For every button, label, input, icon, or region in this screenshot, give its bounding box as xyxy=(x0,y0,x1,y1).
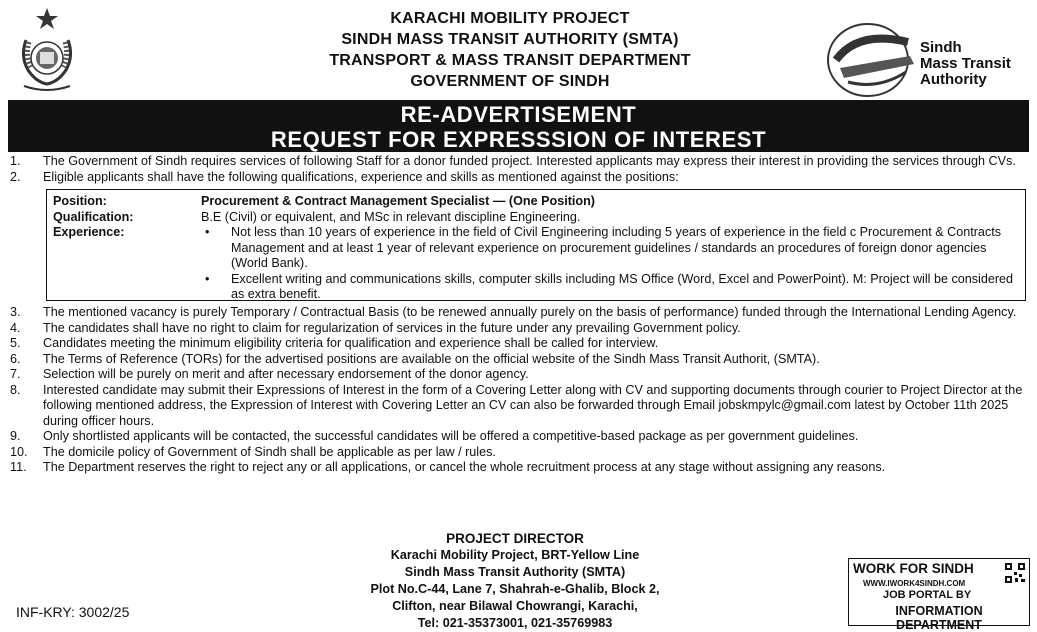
list-item xyxy=(10,321,1030,337)
project-director-title: PROJECT DIRECTOR xyxy=(446,531,584,546)
bullet-icon: • xyxy=(205,271,210,286)
item-number: 5. xyxy=(10,336,21,350)
qr-code-icon xyxy=(1004,562,1026,584)
phone-line: Tel: 021-35373001, 021-35769983 xyxy=(417,616,613,630)
header-titles xyxy=(270,8,750,92)
list-item xyxy=(10,445,1030,461)
list-item xyxy=(10,367,1030,383)
experience-label: Experience: xyxy=(53,225,125,239)
bullet-icon: • xyxy=(205,225,210,239)
logo-text-line: Sindh xyxy=(920,39,962,56)
item-number: 3. xyxy=(10,305,21,319)
address-line: Sindh Mass Transit Authority (SMTA) xyxy=(404,565,626,579)
banner-line: REQUEST FOR EXPRESSSION OF INTEREST xyxy=(270,127,767,152)
sindh-government-seal-icon xyxy=(16,6,78,92)
item-text: Candidates meeting the minimum eligibility criteria for qualification and experience shall be called for interview. xyxy=(43,336,659,350)
position-title: Procurement & Contract Management Specialist — (One Position) xyxy=(201,194,595,208)
qualification-label: Qualification: xyxy=(53,209,134,224)
header-line: GOVERNMENT OF SINDH xyxy=(410,73,610,90)
item-text: The mentioned vacancy is purely Temporary / Contractual Basis (to be renewed annually purely on the basis of performance) funded through the International Lending Agency. xyxy=(43,305,1017,319)
job-portal-label: JOB PORTAL BY xyxy=(883,589,972,601)
list-item xyxy=(10,383,1030,430)
item-number: 1. xyxy=(10,154,21,168)
list-item xyxy=(10,170,1030,186)
list-item xyxy=(10,352,1030,368)
item-number: 11. xyxy=(10,460,27,474)
address-line: Karachi Mobility Project, BRT-Yellow Line xyxy=(390,548,640,562)
item-number: 6. xyxy=(10,351,21,366)
item-text: The candidates shall have no right to claim for regularization of services in the future under any prevailing Government policy. xyxy=(43,320,741,335)
item-text: The Department reserves the right to reject any or all applications, or cancel the whole recruitment process at any stage without assigning any reasons. xyxy=(43,460,886,474)
information-department-label: INFORMATION DEPARTMENT xyxy=(895,604,983,632)
item-number: 7. xyxy=(10,367,21,381)
item-text: The Government of Sindh requires services of following Staff for a donor funded project. Interested applicants may express their interest in providing the services through CVs. xyxy=(43,154,1016,168)
address-line: Clifton, near Bilawal Chowrangi, Karachi, xyxy=(392,599,638,613)
position-content xyxy=(201,194,1019,303)
reference-number: INF-KRY: 3002/25 xyxy=(16,604,130,620)
banner-line: RE-ADVERTISEMENT xyxy=(400,102,637,127)
item-text: The domicile policy of Government of Sindh shall be applicable as per law / rules. xyxy=(43,444,496,459)
position-labels xyxy=(53,194,133,241)
item-number: 2. xyxy=(10,169,21,184)
experience-bullet xyxy=(201,225,1019,272)
item-text: Eligible applicants shall have the following qualifications, experience and skills as mentioned against the positions: xyxy=(43,169,679,184)
job-portal-badge xyxy=(848,558,1030,632)
job-portal-title: WORK FOR SINDH xyxy=(853,561,974,576)
item-number: 8. xyxy=(10,382,21,397)
list-item xyxy=(10,429,1030,445)
address-line: Plot No.C-44, Lane 7, Shahrah-e-Ghalib, Block 2, xyxy=(370,582,660,596)
header-line: SINDH MASS TRANSIT AUTHORITY (SMTA) xyxy=(341,31,679,48)
conditions-list xyxy=(10,305,1030,476)
header-line: TRANSPORT & MASS TRANSIT DEPARTMENT xyxy=(329,52,691,69)
smta-logo-text xyxy=(920,40,1011,88)
item-text: Selection will be purely on merit and after necessary endorsement of the donor agency. xyxy=(43,367,529,381)
list-item xyxy=(10,460,1030,476)
list-item xyxy=(10,154,1030,170)
logo-text-line: Mass Transit xyxy=(920,55,1011,72)
advertisement-body xyxy=(10,154,1030,476)
item-text: The Terms of Reference (TORs) for the advertised positions are available on the official website of the Sindh Mass Transit Authorit, (SMTA). xyxy=(43,351,820,366)
contact-address xyxy=(330,530,700,632)
bullet-text: Not less than 10 years of experience in the field of Civil Engineering including 5 years of experience in the field c Procurement & Contracts Management and at least 1 year of relevant experience on procurement guidelines / standards an procedures of foreign donor agencies (World Bank). xyxy=(231,225,1002,270)
header-line: KARACHI MOBILITY PROJECT xyxy=(390,10,630,27)
logo-text-line: Authority xyxy=(920,71,987,88)
position-box xyxy=(46,189,1026,301)
item-number: 9. xyxy=(10,429,21,443)
job-portal-url: WWW.IWORK4SINDH.COM xyxy=(863,579,966,588)
list-item xyxy=(10,305,1030,321)
item-number: 4. xyxy=(10,320,21,335)
item-text: Interested candidate may submit their Expressions of Interest in the form of a Covering Letter along with CV and supporting documents through courier to Project Director at the following mentioned address, the Expression of Interest with Covering Letter an CV can also be forwarded through Email jobskmpylc@gmail.com latest by October 11th 2025 during officer hours. xyxy=(43,382,1023,428)
bullet-text: Excellent writing and communications skills, computer skills including MS Office (Word, Excel and PowerPoint). M: Project will be considered as extra benefit. xyxy=(231,271,1014,301)
title-banner xyxy=(8,100,1029,152)
header xyxy=(0,0,1037,100)
position-label: Position: xyxy=(53,194,107,208)
list-item xyxy=(10,336,1030,352)
item-text: Only shortlisted applicants will be contacted, the successful candidates will be offered a competitive-based package as per government guidelines. xyxy=(43,429,859,443)
experience-bullet xyxy=(201,272,1019,303)
qualification-text: B.E (Civil) or equivalent, and MSc in relevant discipline Engineering. xyxy=(201,209,581,224)
item-number: 10. xyxy=(10,444,28,459)
